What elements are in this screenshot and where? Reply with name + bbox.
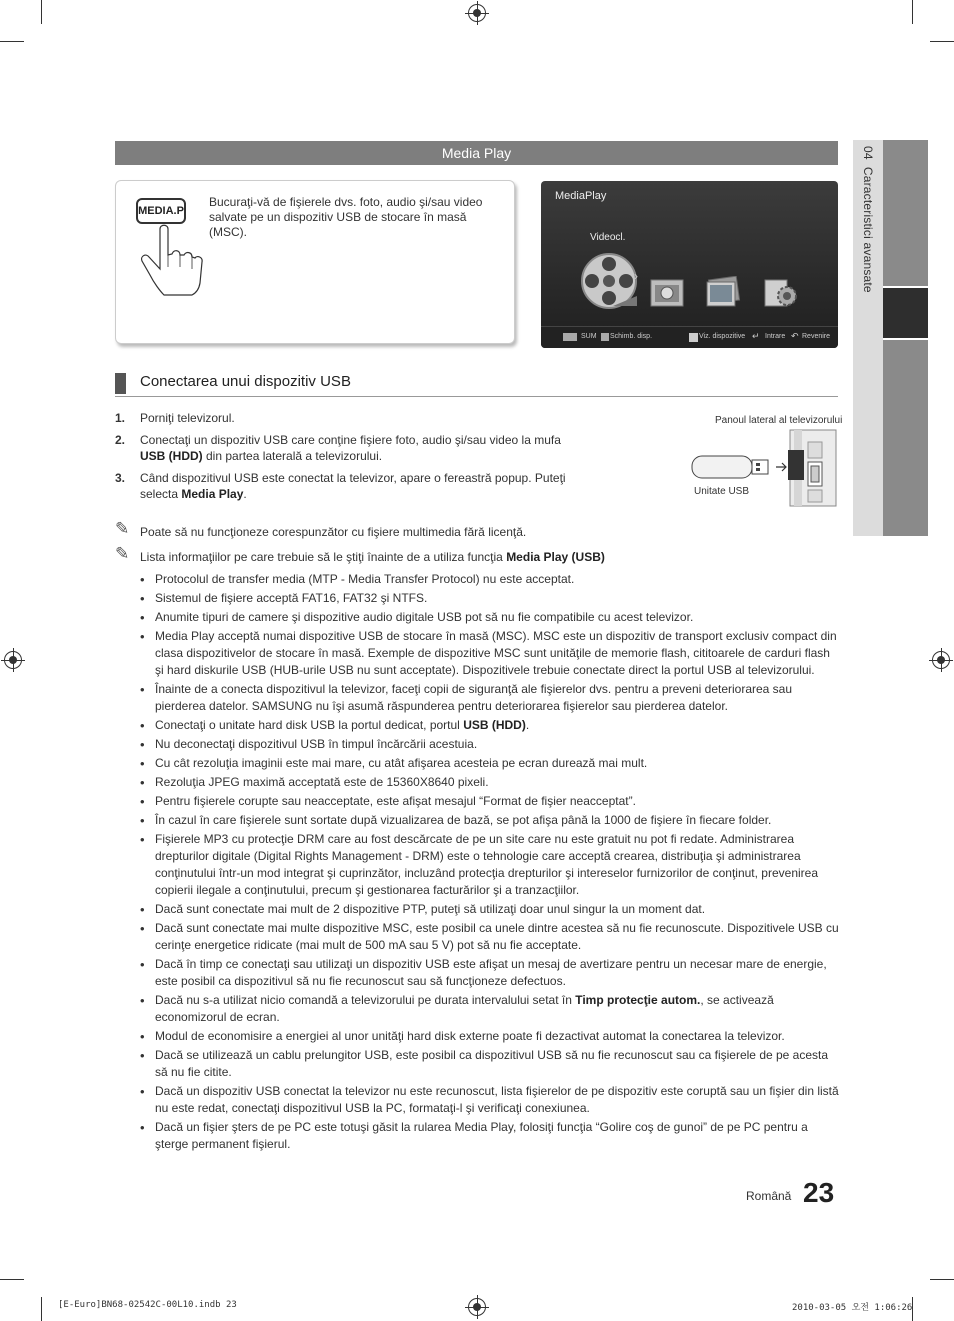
- print-file-info: [E-Euro]BN68-02542C-00L10.indb 23: [58, 1300, 237, 1310]
- tv-screen-title: MediaPlay: [555, 190, 607, 202]
- tv-guide-bar: [541, 326, 838, 348]
- crop-mark: [930, 1279, 954, 1280]
- note-item: [115, 519, 838, 540]
- crop-mark: [912, 0, 913, 24]
- step-number: 3.: [115, 471, 126, 485]
- step-bold-text: USB (HDD): [140, 449, 203, 463]
- enter-icon: ↵: [752, 331, 760, 341]
- pointing-hand-icon: [138, 221, 208, 296]
- registration-mark-icon: [4, 651, 22, 669]
- note-bold-text: Media Play (USB): [506, 550, 605, 564]
- list-item: • Înainte de a conecta dispozitivul la televizor, faceţi copii de siguranţă ale fişierelor dvs. pentru a preveni deteriorarea sau pierderea datelor. SAMSUNG nu îşi asumă răspunderea pentru deteriorarea fişierelor sau pierderea datelor.: [140, 681, 840, 715]
- chapter-number: 04: [861, 146, 875, 160]
- crop-mark: [41, 0, 42, 24]
- registration-mark-icon: [468, 4, 486, 22]
- chapter-side-tab: [853, 140, 928, 536]
- list-item: • Dacă un fişier şters de pe PC este totuşi găsit la rularea Media Play, folosiţi funcţia “Golire coş de gunoi” de pe PC pentru a şterge permanent fişierul.: [140, 1119, 840, 1153]
- tv-side-panel-label: Panoul lateral al televizorului: [715, 415, 843, 426]
- pencil-note-icon: ✎: [115, 544, 130, 563]
- subheading-marker: [115, 373, 126, 394]
- step-text: Porniţi televizorul.: [140, 411, 235, 425]
- step-number: 1.: [115, 411, 126, 425]
- side-tab-divider: [883, 286, 928, 288]
- media-p-button-icon: MEDIA.P: [136, 198, 186, 224]
- registration-mark-icon: [468, 1298, 486, 1316]
- subheading-text: Conectarea unui dispozitiv USB: [140, 373, 351, 390]
- return-label: Revenire: [802, 333, 831, 340]
- note-item: [115, 544, 838, 565]
- page-number: 23: [803, 1177, 835, 1208]
- settings-gear-icon: [763, 276, 799, 308]
- side-tab-divider: [883, 338, 928, 340]
- section-subheading: [115, 372, 838, 397]
- list-item: • Pentru fişierele corupte sau neacceptate, este afişat mesajul “Format de fişier neacceptat”.: [140, 793, 840, 810]
- crop-mark: [41, 1297, 42, 1321]
- photo-camera-icon: [649, 276, 685, 308]
- step-item: [115, 470, 585, 502]
- usb-connection-illustration: [690, 413, 843, 509]
- list-item: • Dacă un dispozitiv USB conectat la televizor nu este recunoscut, lista fişierelor de pe dispozitiv este coruptă sau un fişier din listă nu este redat, conectaţi dispozitivul USB la PC, formataţi-l şi verificaţi conexiunea.: [140, 1083, 840, 1117]
- footer-language: Română: [746, 1189, 792, 1203]
- registration-mark-icon: [932, 651, 950, 669]
- usb-drive-label: Unitate USB: [694, 486, 750, 497]
- step-text: din partea laterală a televizorului.: [202, 449, 383, 463]
- pencil-note-icon: ✎: [115, 519, 130, 538]
- media-play-description: Bucuraţi-vă de fişierele dvs. foto, audio şi/sau video salvate pe un dispozitiv USB de stocare în masă (MSC).: [209, 195, 483, 239]
- list-item: • În cazul în care fişierele sunt sortate după vizualizarea de bază, se pot afişa până la 1000 de fişiere în fiecare folder.: [140, 812, 840, 829]
- sum-label: SUM: [581, 333, 597, 340]
- arrow-right-icon: ›: [634, 269, 638, 283]
- list-item: • Dacă în timp ce conectaţi sau utilizaţi un dispozitiv USB este afişat un mesaj de avertizare pentru un necesar mare de energie, este posibil ca dispozitivul să nu fie recunoscut sau să funcţioneze defectuos.: [140, 956, 840, 990]
- tv-selected-item-label: Videocl.: [590, 232, 626, 243]
- list-item: • Cu cât rezoluţia imaginii este mai mare, cu atât afişarea acesteia pe ecran durează mai mult.: [140, 755, 840, 772]
- list-item: • Sistemul de fişiere acceptă FAT16, FAT32 şi NTFS.: [140, 590, 840, 607]
- list-item: • Protocolul de transfer media (MTP - Media Transfer Protocol) nu este acceptat.: [140, 571, 840, 588]
- sum-button-icon: [563, 333, 577, 341]
- step-number: 2.: [115, 433, 126, 447]
- print-timestamp: 2010-03-05 오전 1:06:26: [792, 1303, 913, 1313]
- step-text: Când dispozitivul USB este conectat la televizor, apare o fereastră popup. Puteţi selecta: [140, 471, 566, 501]
- list-item: • Dacă sunt conectate mai multe dispozitive MSC, este posibil ca unele dintre acestea să nu fie recunoscute. Dispozitivele USB cu cerinţe energetice ridicate (mai mult de 500 mA sau 5 V) pot să nu fie acceptate.: [140, 920, 840, 954]
- a-button-icon: [601, 333, 609, 341]
- crop-mark: [0, 41, 24, 42]
- list-item: • Dacă se utilizează un cablu prelungitor USB, este posibil ca dispozitivul USB să nu fie recunoscut sau ca fişierele de pe acesta să nu fie citite.: [140, 1047, 840, 1081]
- note-text: Poate să nu funcţioneze corespunzător cu fişiere multimedia fără licenţă.: [140, 525, 527, 539]
- list-item: • Fişierele MP3 cu protecţie DRM care au fost descărcate de pe un site care nu este gratuit nu pot fi redate. Administrarea drepturilor digitale (Digital Rights Management - DRM) este o tehnologie care acceptă crearea, distribuţia şi administrarea conţinutului într-un mod integrat şi cuprinzător, incluzând protecţia drepturilor şi intereselor furnizorilor de conţinut, prevenirea copierii ilegale a conţinutului, precum şi gestionarea facturărilor şi a tranzacţiilor.: [140, 831, 840, 899]
- d-button-icon: [689, 333, 698, 342]
- list-item: • Nu deconectaţi dispozitivul USB în timpul încărcării acestuia.: [140, 736, 840, 753]
- notes-list: [115, 519, 838, 574]
- crop-mark: [930, 41, 954, 42]
- step-bold-text: Media Play: [181, 487, 244, 501]
- usb-connect-steps: [115, 410, 585, 508]
- step-item: [115, 432, 585, 464]
- requirements-bullet-list: [140, 571, 840, 1155]
- section-title-bar: Media Play: [115, 141, 838, 165]
- step-text: Conectaţi un dispozitiv USB care conţine fişiere foto, audio şi/sau video la mufa: [140, 433, 561, 447]
- list-item: • Anumite tipuri de camere şi dispozitive audio digitale USB pot să nu fie compatibile cu acest televizor.: [140, 609, 840, 626]
- enter-label: Intrare: [765, 333, 786, 340]
- view-devices-label: Viz. dispozitive: [699, 333, 746, 340]
- step-text: .: [243, 487, 247, 501]
- list-item: • Modul de economisire a energiei al unor unităţi hard disk externe poate fi dezactivat automat la conectarea la televizor.: [140, 1028, 840, 1045]
- chapter-label: [861, 146, 875, 293]
- list-item: • Media Play acceptă numai dispozitive USB de stocare în masă (MSC). MSC este un dispozitiv de transport exclusiv compact din clasa dispozitivelor de stocare în masă. Exemple de dispozitive MSC sunt unităţile de memorie flash, cititoarele de carduri flash şi hard diskurile USB (HUB-urile USB nu sunt acceptate). Dispozitivele trebuie conectate direct la portul USB al televizorului.: [140, 628, 840, 679]
- return-icon: ↶: [791, 331, 799, 341]
- change-device-label: Schimb. disp.: [610, 333, 653, 340]
- media-button-info-box: [115, 180, 515, 344]
- list-item: • Rezoluţia JPEG maximă acceptată este de 15360X8640 pixeli.: [140, 774, 840, 791]
- list-item: • Dacă nu s-a utilizat nicio comandă a televizorului pe durata intervalului setat în Timp protecţie autom., se activează economizorul de ecran.: [140, 992, 840, 1026]
- video-reel-icon: [579, 251, 639, 311]
- step-item: [115, 410, 585, 426]
- side-tab-active-marker: [883, 288, 928, 338]
- photos-icon: [704, 276, 742, 308]
- note-text: Lista informaţiilor pe care trebuie să le ştiţi înainte de a utiliza funcţia: [140, 550, 507, 564]
- list-item: • Conectaţi o unitate hard disk USB la portul dedicat, portul USB (HDD).: [140, 717, 840, 734]
- crop-mark: [0, 1279, 24, 1280]
- list-item: • Dacă sunt conectate mai mult de 2 dispozitive PTP, puteţi să utilizaţi doar unul singur la un moment dat.: [140, 901, 840, 918]
- mediaplay-tv-screen: [541, 181, 838, 348]
- chapter-title: Caracteristici avansate: [861, 166, 875, 293]
